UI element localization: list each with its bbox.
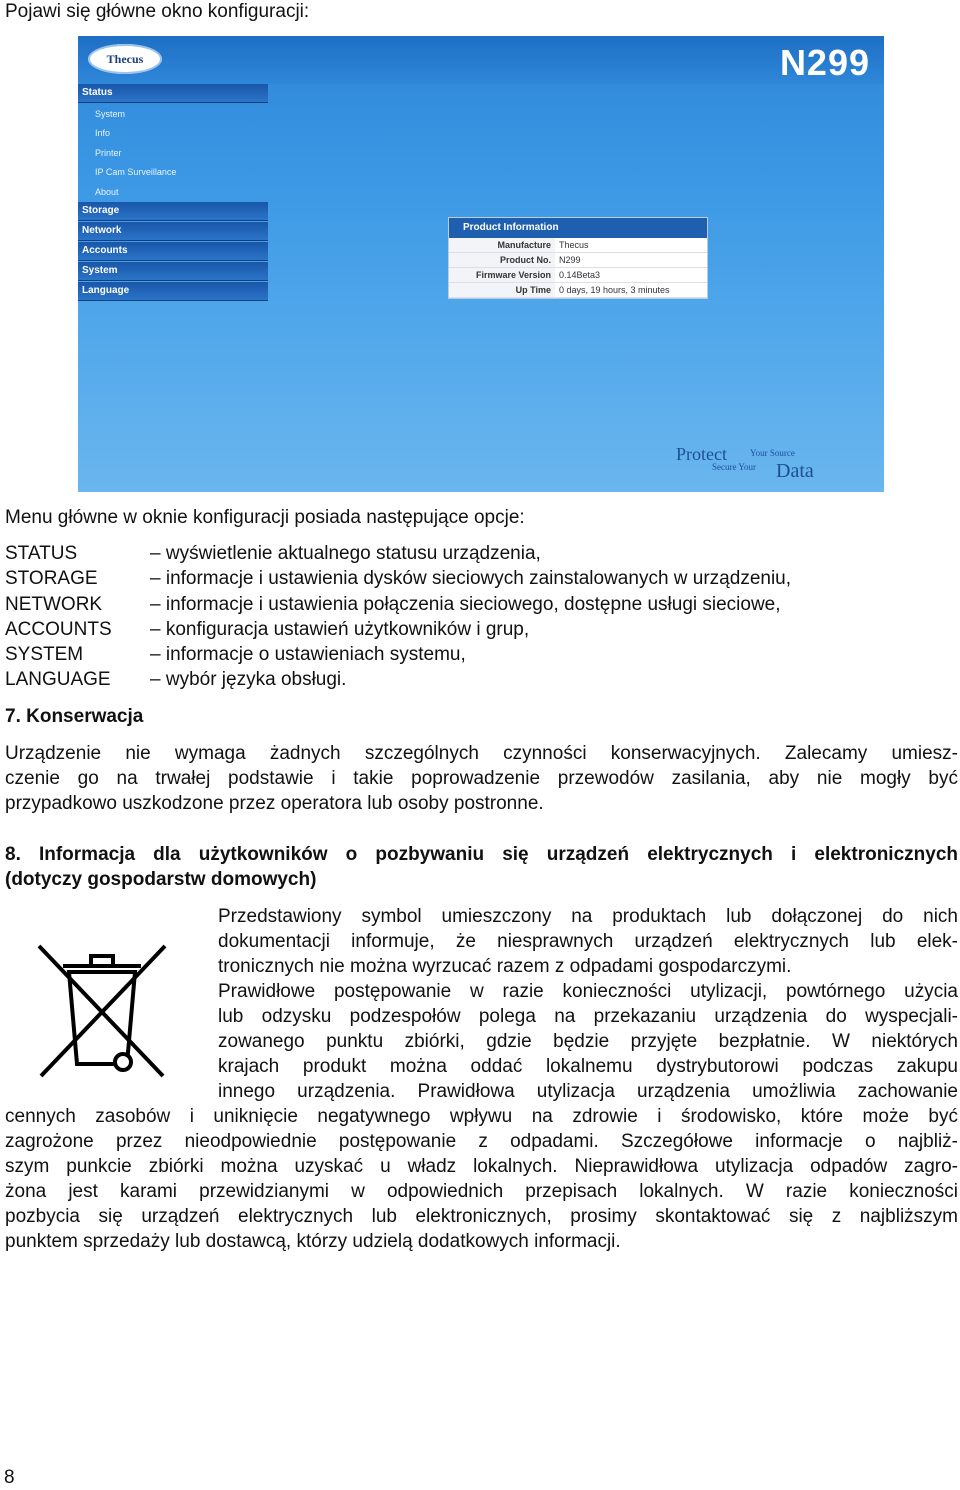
info-value: Thecus (555, 238, 707, 253)
info-value: 0 days, 19 hours, 3 minutes (555, 283, 707, 298)
slogan-data: Data (776, 460, 814, 482)
intro-text: Pojawi się główne okno konfiguracji: (5, 1, 310, 22)
paragraph-line: innego urządzenia. Prawidłowa utylizacja urządzenia umożliwia zachowanie (218, 1081, 958, 1102)
paragraph-line: krajach produkt można oddać lokalnemu dystrybutorowi podczas zakupu (218, 1056, 958, 1077)
info-row (449, 238, 707, 253)
status-submenu (78, 104, 270, 202)
paragraph-line: dokumentacji informuje, że niesprawnych urządzeń elektrycznych lub elek- (218, 931, 958, 952)
paragraph-line: tronicznych nie można wyrzucać razem z odpadami gospodarczymi. (218, 956, 792, 977)
config-menu (78, 84, 270, 302)
option-storage (5, 566, 791, 591)
section-8-heading (5, 842, 958, 892)
product-information-title: Product Information (449, 218, 707, 238)
paragraph-line: Przedstawiony symbol umieszczony na produktach lub dołączonej do nich (218, 906, 958, 927)
option-key: SYSTEM (5, 644, 84, 666)
submenu-item-ip-cam[interactable]: IP Cam Surveillance (95, 167, 177, 178)
option-status (5, 541, 791, 566)
paragraph-line: lub odzysku podzespołów polega na przekazaniu urządzenia do wyspecjali- (218, 1006, 958, 1027)
option-desc: – konfiguracja ustawień użytkowników i grup, (150, 618, 530, 640)
product-information-panel (448, 217, 708, 299)
submenu-item-info[interactable]: Info (95, 128, 111, 139)
option-language (5, 667, 791, 692)
info-key: Up Time (449, 283, 555, 298)
slogan-your-source: Your Source (750, 448, 795, 458)
submenu-item-printer[interactable]: Printer (95, 147, 122, 158)
info-value: 0.14Beta3 (555, 268, 707, 283)
option-key: ACCOUNTS (5, 618, 112, 640)
model-name: N299 (779, 42, 870, 83)
option-network (5, 592, 791, 617)
menu-item-accounts[interactable]: Accounts (78, 242, 268, 261)
paragraph-line: czenie go na trwałej podstawie i takie poprowadzenie przewodów zasilania, aby nie mogły być (5, 768, 958, 789)
slogan-protect: Protect (676, 444, 727, 464)
menu-intro: Menu główne w oknie konfiguracji posiada następujące opcje: (5, 507, 525, 528)
paragraph-line: cennych zasobów i uniknięcie negatywnego wpływu na zdrowie i środowisko, które może być (5, 1106, 958, 1127)
menu-item-language[interactable]: Language (78, 282, 268, 301)
info-key: Firmware Version (449, 268, 555, 283)
paragraph-line: punktem sprzedaży lub dostawcą, którzy udzielą dodatkowych informacji. (5, 1231, 621, 1252)
section-7-paragraph (5, 741, 958, 816)
paragraph-line: Prawidłowe postępowanie w razie konieczności utylizacji, powtórnego użycia (218, 981, 958, 1002)
paragraph-line: szym punkcie zbiórki można uzyskać u władz lokalnych. Nieprawidłowa utylizacja odpadów zagro- (5, 1156, 958, 1177)
heading-line: (dotyczy gospodarstw domowych) (5, 869, 317, 890)
info-row (449, 268, 707, 283)
menu-item-storage[interactable]: Storage (78, 202, 268, 221)
submenu-item-about[interactable]: About (95, 186, 119, 197)
menu-item-status[interactable]: Status (78, 84, 268, 103)
info-value: N299 (555, 253, 707, 268)
info-row (449, 253, 707, 268)
menu-item-system[interactable]: System (78, 262, 268, 281)
paragraph-line: przypadkowo uszkodzone przez operatora lub osoby postronne. (5, 793, 544, 814)
option-system (5, 642, 791, 667)
screenshot-header (78, 36, 884, 84)
menu-item-network[interactable]: Network (78, 222, 268, 241)
info-key: Product No. (449, 253, 555, 268)
option-key: STATUS (5, 543, 78, 564)
info-key: Manufacture (449, 238, 555, 253)
paragraph-line: zagrożone przez nieodpowiednie postępowanie z odpadami. Szczegółowe informacje o najbliż- (5, 1131, 958, 1152)
slogan-secure-your: Secure Your (712, 462, 756, 472)
config-screenshot (78, 36, 884, 492)
option-accounts (5, 617, 791, 642)
option-desc: – informacje i ustawienia dysków sieciowych zainstalowanych w urządzeniu, (150, 568, 792, 590)
heading-line: 8. Informacja dla użytkowników o pozbywaniu się urządzeń elektrycznych i elektronicznych (5, 844, 958, 865)
paragraph-line: żona jest karami przewidzianymi w odpowiednich przepisach lokalnych. W razie konieczności (5, 1181, 958, 1202)
option-desc: – wybór języka obsługi. (150, 669, 347, 691)
option-desc: – wyświetlenie aktualnego statusu urządzenia, (150, 543, 541, 564)
info-row (449, 283, 707, 298)
submenu-item-system[interactable]: System (95, 109, 126, 119)
option-key: STORAGE (5, 568, 98, 590)
paragraph-line: zowanego punktu zbiórki, gdzie będzie przyjęte bezpłatnie. W niektórych (218, 1031, 958, 1052)
paragraph-line: Urządzenie nie wymaga żadnych szczególnych czynności konserwacyjnych. Zalecamy umiesz- (5, 743, 958, 764)
indented-block (218, 904, 958, 1104)
page-number: 8 (4, 1467, 15, 1488)
option-key: LANGUAGE (5, 669, 111, 691)
option-desc: – informacje i ustawienia połączenia sieciowego, dostępne usługi sieciowe, (150, 593, 781, 615)
thecus-logo: Thecus (88, 44, 162, 74)
paragraph-line: pozbycia się urządzeń elektrycznych lub elektronicznych, prosimy skontaktować się z najbliższym (5, 1206, 958, 1227)
option-key: NETWORK (5, 593, 103, 615)
option-desc: – informacje o ustawieniach systemu, (150, 644, 466, 666)
section-8-paragraph (5, 904, 958, 1254)
slogan (676, 444, 836, 486)
section-7-heading: 7. Konserwacja (5, 706, 144, 727)
options-list (5, 541, 791, 693)
